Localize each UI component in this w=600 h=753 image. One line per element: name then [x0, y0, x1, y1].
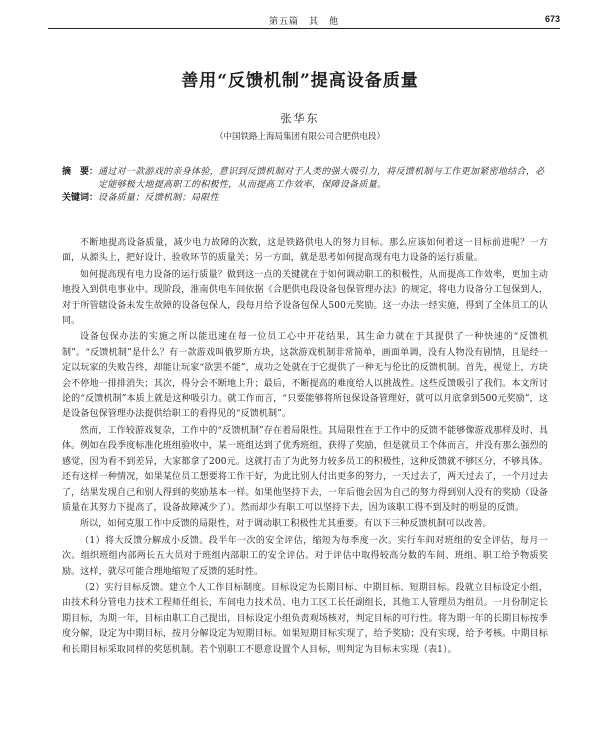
abstract-block	[62, 166, 548, 205]
abstract-label: 摘 要：	[62, 167, 99, 177]
body-paragraph: 然而，工作较游戏复杂，工作中的“反馈机制”存在着局限性。其局限性在于工作中的反馈不能够像游戏那样及时、具体。例如在段季度标准化班组验收中，某一班组达到了优秀班组，获得了奖励，但是就员工个体而言，并没有那么强烈的感觉，因为看不到差异，大家都拿了200元。这就打击了为此努力较多员工的积极性，这种反馈就不够区分，不够具体。还有这样一种情况，如果某位员工想要将工作干好，为此比别人付出更多的努力，一天过去了，两天过去了，一个月过去了，结果发现自己和别人得到的奖励基本一样。如果他坚持下去，一年后他会因为自己的努力得到别人没有的奖励（设备质量在其努力下提高了，设备故障减少了）。然而却少有职工可以坚持下去，因为该职工得不到及时的明显的反馈。	[62, 425, 548, 513]
abstract-row	[62, 166, 548, 192]
article-title: 善用“反馈机制”提高设备质量	[181, 71, 419, 91]
body-paragraph: 不断地提高设备质量，减少电力故障的次数，这是铁路供电人的努力目标。那么应该如何着这一目标前进呢？一方面，从源头上，把好设计、验收环节的质量关；另一方面，就是思考如何提高现有电力设备的运行质量。	[62, 238, 548, 264]
body-paragraph: 如何提高现有电力设备的运行质量？做到这一点的关键就在于如何调动职工的积极性，从而提高工作效率，更加主动地投入到供电事业中。现阶段，淮南供电车间依据《合肥供电段设备包保管理办法》的规定，将电力设备分工包保到人，对于所管辖设备未发生故障的设备包保人，段每月给予设备包保人500元奖励。这一办法一经实施，得到了全体员工的认同。	[62, 269, 548, 327]
header-section-title: 第五篇 其 他	[268, 17, 339, 27]
abstract-text: 通过对一款游戏的亲身体验，意识到反馈机制对于人类的强大吸引力，将反馈机制与工作更加紧密地结合，必定能够极大地提高职工的积极性，从而提高工作效率，保障设备质量。	[98, 167, 545, 190]
body-paragraph: （1）将大反馈分解成小反馈。段半年一次的安全评估，缩短为每季度一次。实行车间对班组的安全评估，每月一次。组织班组内部两长五大员对于班组内部职工的安全评估。对于评估中取得较高分数的车间、班组、职工给予物质奖励。这样，就尽可能合理地缩短了反馈的延时性。	[62, 535, 548, 577]
body-paragraph: （2）实行目标反馈。建立个人工作目标制度。目标设定为长期目标、中期目标、短期目标。段就立目标设定小组，由技术科分管电力技术工程师任组长，车间电力技术员、电力工区工长任副组长，其他工人管理员为组员。一月份制定长期目标，为期一年，目标由职工自己提出，目标设定小组负责观场核对，判定目标的可行性。将为期一年的长期目标按季度分解，设定为中期目标，按月分解设定为短期目标。如果短期目标实现了，给予奖励；没有实现，给予考核。中期目标和长期目标采取同样的奖惩机制。若个别职工不愿意设置个人目标，则判定为目标未实现（表1）。	[62, 582, 548, 655]
article-body	[62, 236, 548, 659]
author-affiliation: （中国铁路上海局集团有限公司合肥供电段）	[214, 132, 385, 142]
author-name: 张华东	[280, 112, 320, 125]
body-paragraph: 设备包保办法的实施之所以能迅速在每一位员工心中开花结果，其生命力就在于其提供了一种快速的“反馈机制”。“反馈机制”是什么？有一款游戏叫俄罗斯方块，这款游戏机制非常简单，画面单调，没有人物没有剧情，且是经一定以玩家的失败告终，却能让玩家“欲罢不能”，成功之处就在于它提供了一种无与伦比的反馈机制。首先，视觉上，方块会不停地一排排消失；其次，得分会不断地上升；最后，不断提高的难度给人以挑战性。这些反馈吸引了我们。本文所讨论的“反馈机制”本质上就是这种吸引力。就工作而言，“只要能够将所包保设备管理好，就可以月底拿到500元奖励”，这是设备包保管理办法提供给职工的看得见的“反馈机制”。	[62, 332, 548, 420]
keywords-text: 设备质量；反馈机制；局限性	[98, 193, 219, 203]
body-paragraph: 所以，如何克服工作中反馈的局限性，对于调动职工积极性尤其重要。有以下三种反馈机制可以改善。	[80, 519, 492, 530]
running-header	[48, 12, 560, 29]
page-number: 673	[544, 14, 560, 24]
keywords-row	[62, 192, 548, 205]
keywords-label: 关键词：	[62, 193, 99, 203]
